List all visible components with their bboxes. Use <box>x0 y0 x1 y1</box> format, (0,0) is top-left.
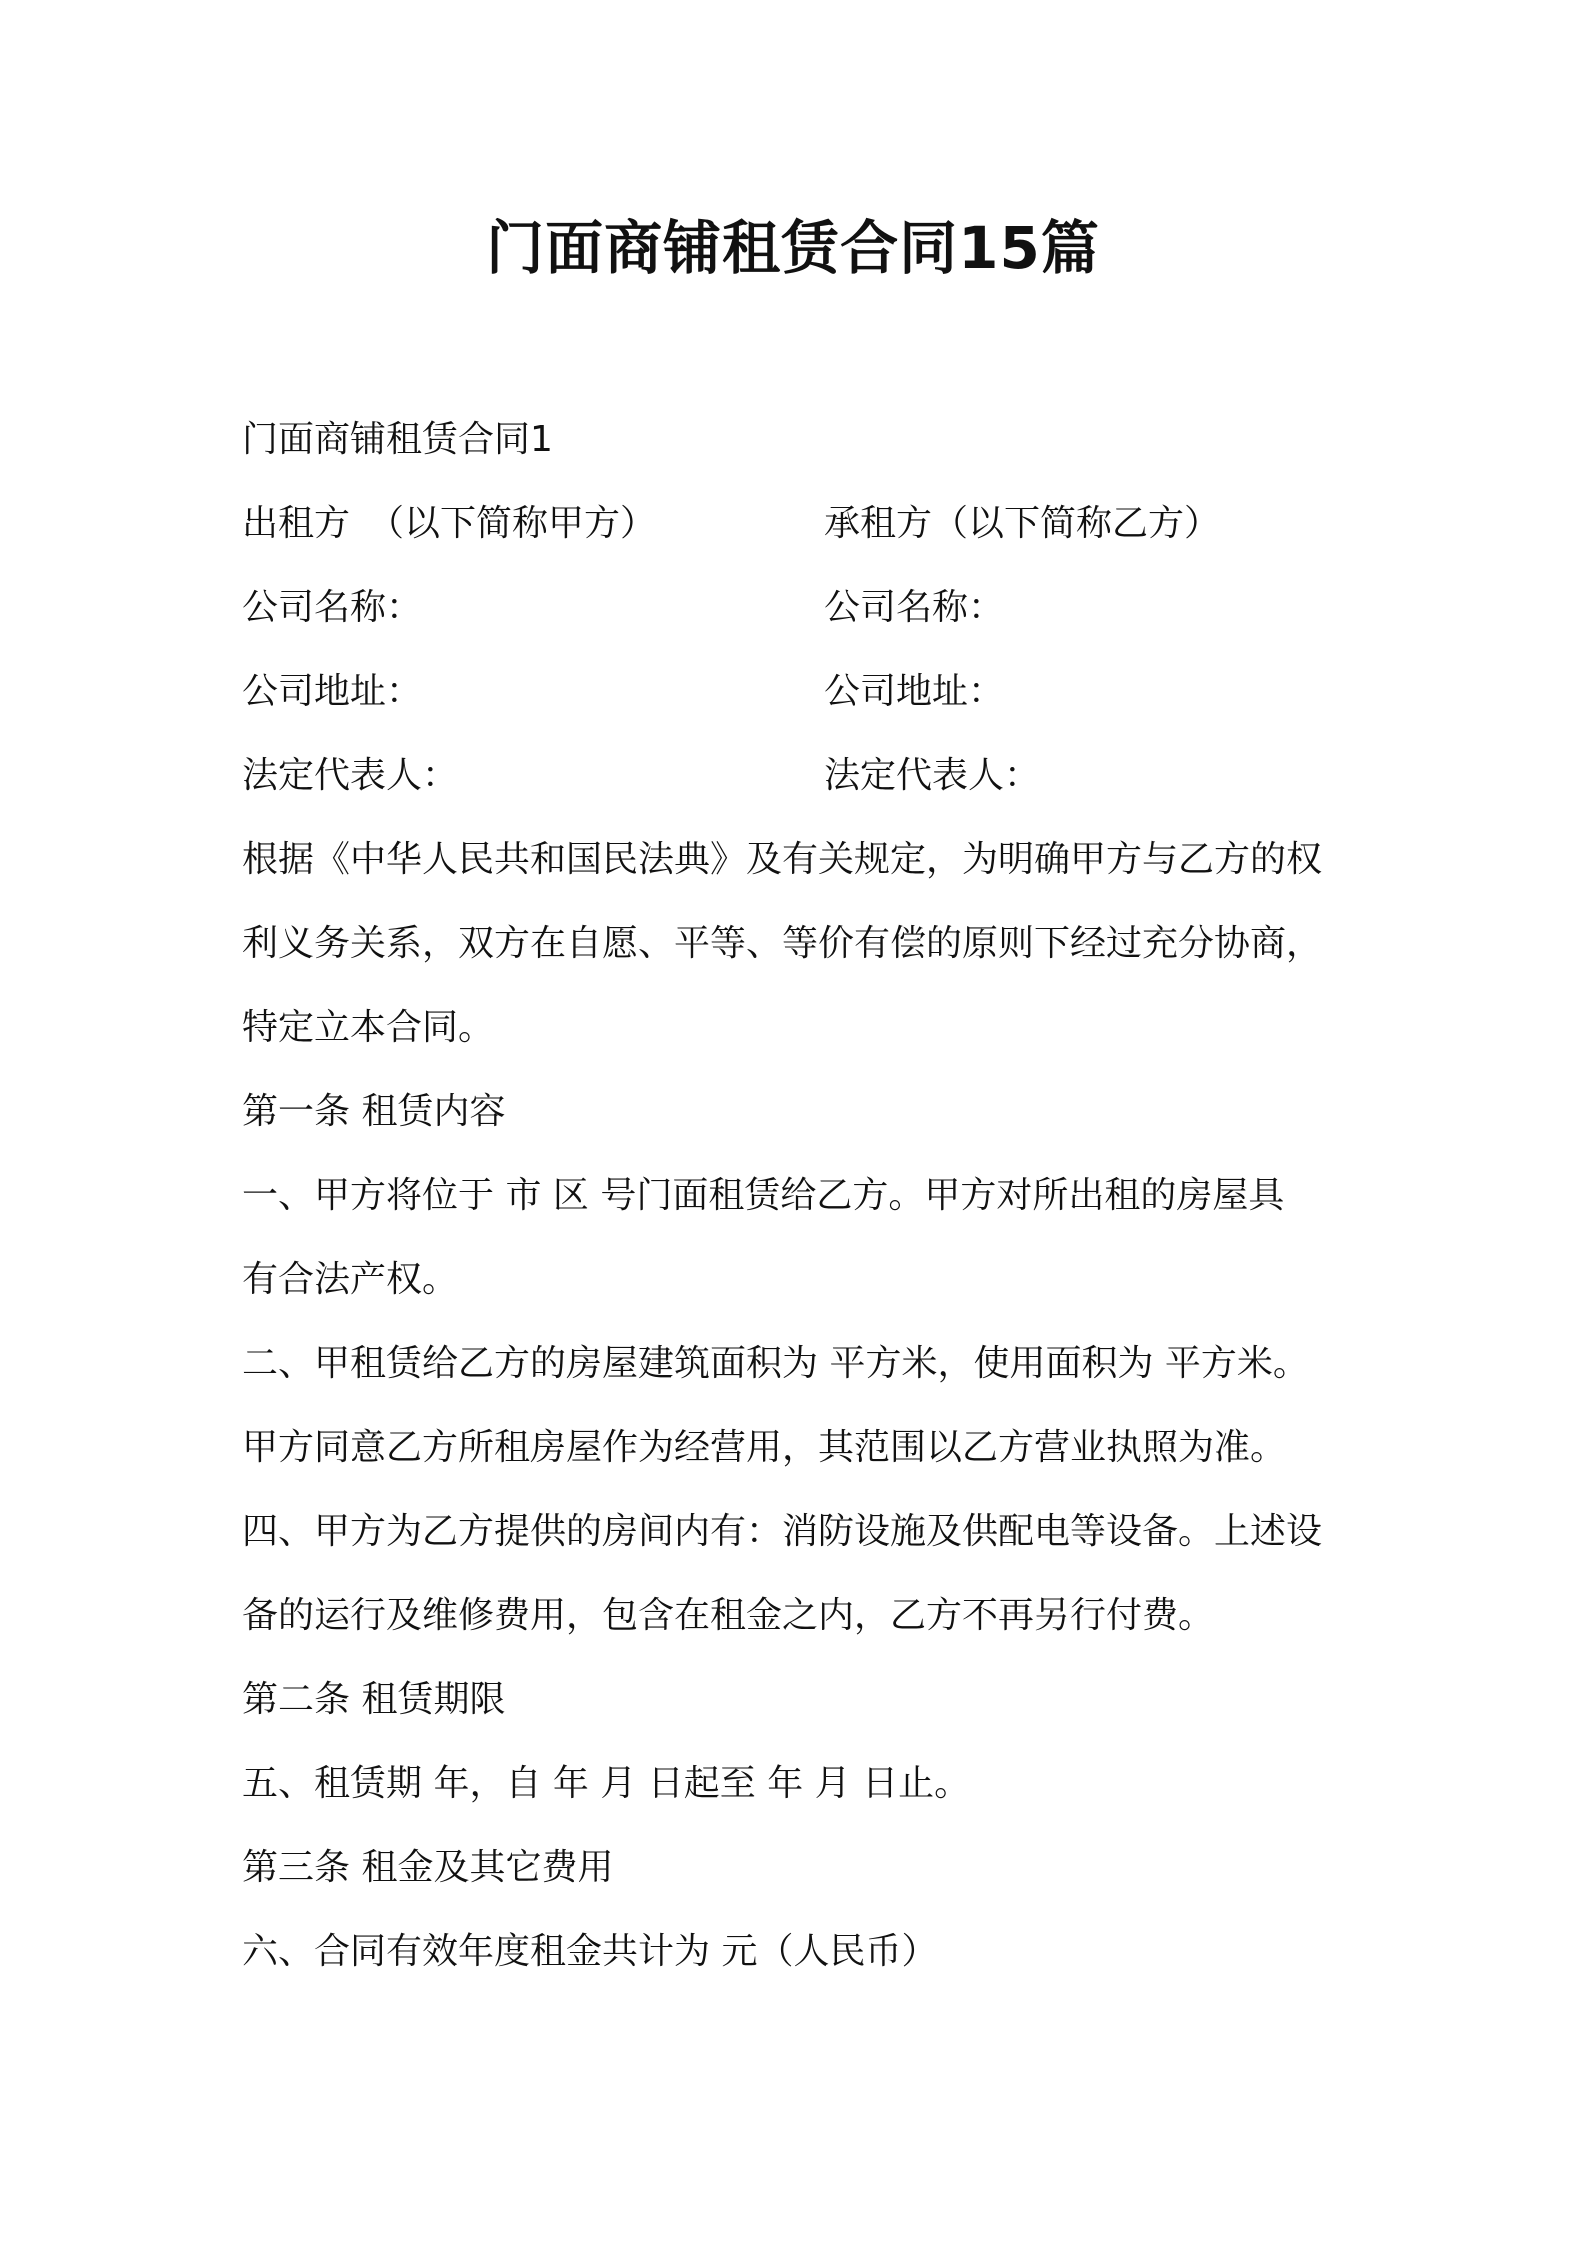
paragraph-line: 特定立本合同。 <box>242 1007 495 1048</box>
paragraph-line: 二、甲租赁给乙方的房屋建筑面积为 平方米，使用面积为 平方米。 <box>242 1343 1309 1384</box>
lessee-legal-rep: 法定代表人： <box>824 755 1041 796</box>
party-row-roles <box>242 482 1362 566</box>
article-heading: 第一条 租赁内容 <box>242 1091 506 1132</box>
lessor-legal-rep: 法定代表人： <box>242 755 459 796</box>
lessee-label: 承租方（以下简称乙方） <box>824 503 1221 544</box>
paragraph-line: 四、甲方为乙方提供的房间内有：消防设施及供配电等设备。上述设 <box>242 1511 1323 1552</box>
paragraph-line: 一、甲方将位于 市 区 号门面租赁给乙方。甲方对所出租的房屋具 <box>242 1175 1285 1216</box>
paragraph-line: 甲方同意乙方所租房屋作为经营用，其范围以乙方营业执照为准。 <box>242 1427 1287 1468</box>
lessee-company-name: 公司名称： <box>824 587 1005 628</box>
lessor-label: 出租方 （以下简称甲方） <box>242 503 657 544</box>
party-row-company-address <box>242 650 1362 734</box>
lessee-company-address: 公司地址： <box>824 671 1005 712</box>
party-row-legal-rep <box>242 734 1362 818</box>
document-title: 门面商铺租赁合同15篇 <box>486 214 1100 282</box>
paragraph-line: 根据《中华人民共和国民法典》及有关规定，为明确甲方与乙方的权 <box>242 839 1323 880</box>
paragraph-line: 备的运行及维修费用，包含在租金之内，乙方不再另行付费。 <box>242 1595 1215 1636</box>
paragraph-line: 六、合同有效年度租金共计为 元（人民币） <box>242 1931 938 1972</box>
paragraph-line: 五、租赁期 年，自 年 月 日起至 年 月 日止。 <box>242 1763 971 1804</box>
article-heading: 第二条 租赁期限 <box>242 1679 506 1720</box>
lessor-company-name: 公司名称： <box>242 587 423 628</box>
lessor-company-address: 公司地址： <box>242 671 423 712</box>
party-row-company-name <box>242 566 1362 650</box>
paragraph-line: 有合法产权。 <box>242 1259 459 1300</box>
contract-subtitle: 门面商铺租赁合同1 <box>242 419 553 460</box>
paragraph-line: 利义务关系，双方在自愿、平等、等价有偿的原则下经过充分协商， <box>242 923 1323 964</box>
document-body <box>242 398 1362 1994</box>
article-heading: 第三条 租金及其它费用 <box>242 1847 614 1888</box>
